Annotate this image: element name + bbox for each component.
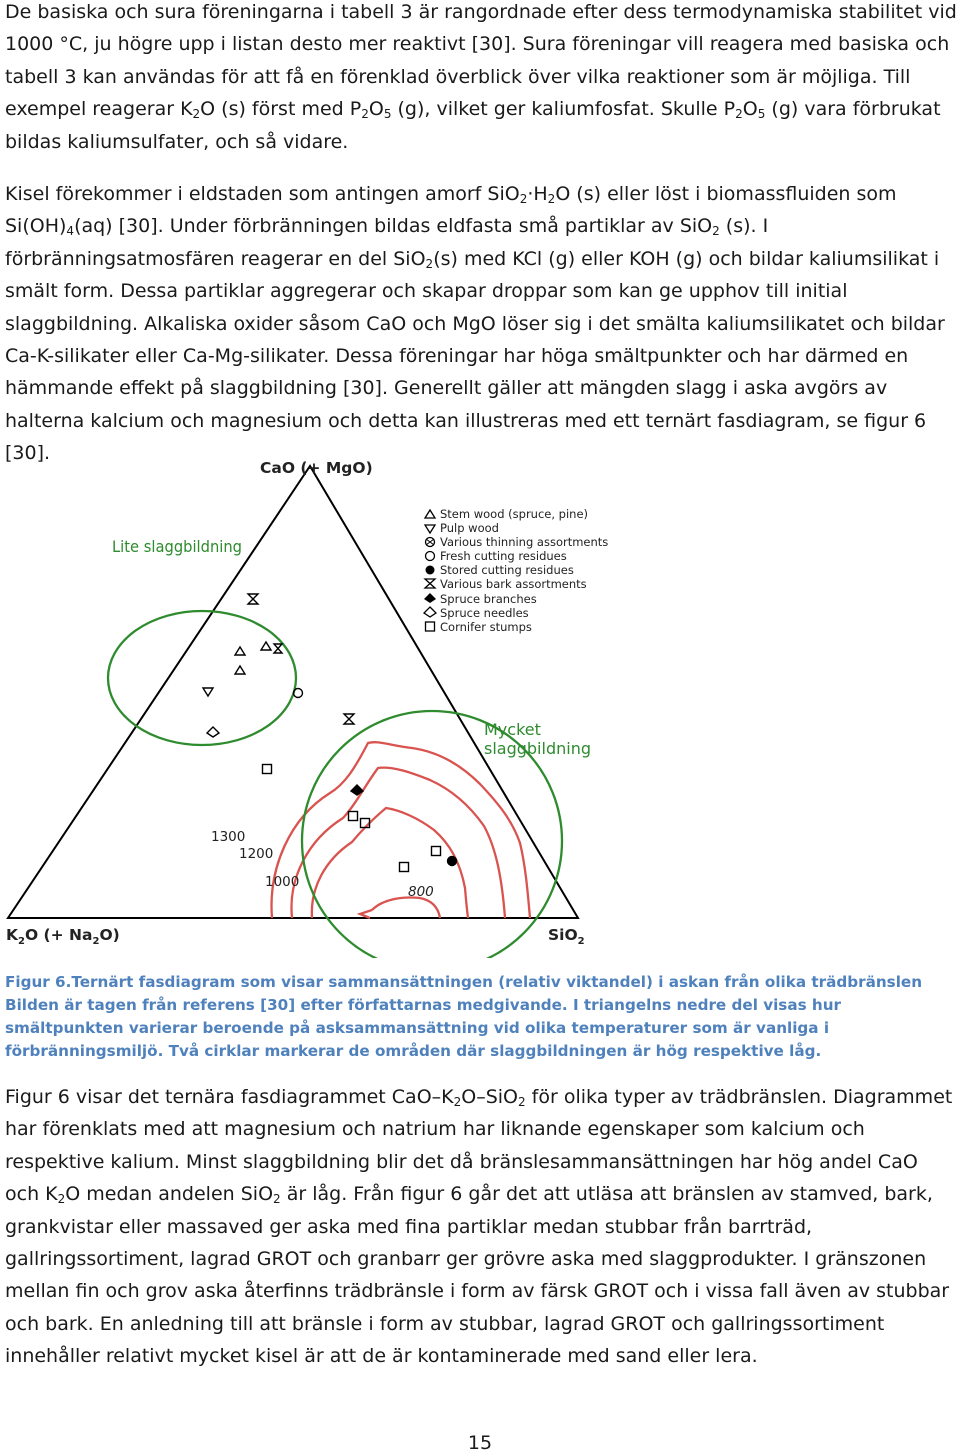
marker-spruce-needles	[207, 727, 219, 737]
paragraph-silicon: Kisel förekommer i eldstaden som antingen amorf $SiO_2\cdot H_2O$ (s) eller löst i biomassfluiden som $Si(OH)_4(aq)$ [30]. Under förbränningen bildas eldfasta små partiklar av SiO$_2$ (s). I förbränningsatmosfären reagerar en del SiO$_2$(s) med KCl (g) eller KOH (g) och bildar kaliumsilikat i smält form. Dessa partiklar aggregerar och skapar droppar som kan ge upphov till initial slaggbildning. Alkaliska oxider såsom CaO och MgO löser sig i det smälta kaliumsilikatet och bildar Ca-K-silikater eller Ca-Mg-silikater. Dessa föreningar har höga smältpunkter och har därmed en hämmande effekt på slaggbildning [30]. Generellt gäller att mängden slagg i aska avgörs av halterna kalcium och magnesium och detta kan illustreras med ett ternärt fasdiagram, se figur 6 [30].	[5, 183, 945, 465]
legend-item-stem-wood	[425, 507, 588, 521]
marker-stored-residues	[448, 857, 457, 866]
isotherm-800-notch	[360, 910, 372, 918]
legend-item-pulp-wood	[425, 521, 499, 535]
marker-thinning	[274, 644, 282, 653]
legend-item-fresh-residues	[426, 549, 567, 563]
paragraph-reactivity: De basiska och sura föreningarna i tabell 3 är rangordnade efter dess termodynamiska stabilitet vid 1000 °C, ju högre upp i listan desto mer reaktivt [30]. Sura föreningar vill reagera med basiska och tabell 3 kan användas för att få en förenklad överblick över vilka reaktioner som är möjliga. Till exempel reagerar $K_2O$ (s) först med $P_2O_5$ (g), vilket ger kaliumfosfat. Skulle $P_2O_5$ (g) vara förbrukat bildas kaliumsulfater, och så vidare.	[5, 1, 957, 153]
caption-text: Ternärt fasdiagram som visar sammansättningen (relativ viktandel) i askan från olika trädbränslen Bilden är tagen från referens [30] efter författarnas medgivande. I triangelns nedre del visas hur smältpunkten varierar beroende på asksammansättning vid olika temperaturer som är vanliga i förbränningsmiljö. Två cirklar markerar de områden där slaggbildningen är hög respektive låg.	[5, 973, 923, 1060]
isotherm-800	[372, 898, 440, 919]
marker-conifer-stump	[263, 765, 272, 774]
svg-text:Pulp wood: Pulp wood	[440, 521, 499, 535]
ternary-phase-diagram	[0, 448, 960, 958]
isotherm-1300	[272, 742, 530, 918]
apex-top-label: CaO (+ MgO)	[260, 459, 373, 477]
legend	[424, 507, 608, 634]
legend-item-conifer-stumps	[426, 620, 532, 634]
legend-item-stored-residues	[426, 563, 574, 577]
apex-left-label: $K_2O$ (+ $Na_2O$)	[6, 926, 120, 947]
circle-low-slagging	[108, 611, 296, 745]
isotherm-label-1200: 1200	[239, 846, 274, 862]
region-high-label-1: Mycket	[484, 720, 541, 739]
marker-stem-wood	[261, 642, 271, 650]
isotherm-label-1300: 1300	[211, 829, 246, 845]
marker-stem-wood	[235, 666, 245, 674]
legend-item-spruce-needles	[424, 606, 529, 620]
svg-text:Stem wood (spruce, pine): Stem wood (spruce, pine)	[440, 507, 589, 521]
svg-text:Various bark assortments: Various bark assortments	[440, 577, 587, 591]
region-high-label-2: slaggbildning	[484, 739, 591, 758]
marker-pulp-wood	[203, 688, 213, 696]
page-number: 15	[467, 1432, 493, 1454]
marker-conifer-stump	[349, 812, 358, 821]
marker-stem-wood	[235, 647, 245, 655]
isotherm-1200	[291, 768, 505, 918]
marker-conifer-stump	[432, 847, 441, 856]
marker-conifer-stump	[400, 863, 409, 872]
svg-text:Fresh cutting residues: Fresh cutting residues	[440, 549, 567, 563]
region-low-label: Lite slaggbildning	[112, 537, 242, 556]
isotherm-label-800: 800	[408, 884, 434, 900]
figure-caption	[5, 971, 957, 1063]
isotherm-lines	[272, 742, 530, 918]
isotherm-label-1000: 1000	[265, 874, 300, 890]
svg-text:Spruce needles: Spruce needles	[440, 606, 529, 620]
svg-text:Various thinning assortments: Various thinning assortments	[440, 535, 609, 549]
marker-bark	[344, 714, 354, 724]
marker-bark	[248, 594, 258, 604]
legend-item-thinning	[426, 535, 609, 549]
marker-fresh-residues	[294, 689, 303, 698]
svg-text:Cornifer stumps: Cornifer stumps	[440, 620, 532, 634]
svg-text:Spruce branches: Spruce branches	[440, 592, 537, 606]
legend-item-spruce-branches	[424, 592, 537, 606]
paragraph-figure-description: Figur 6 visar det ternära fasdiagrammet CaO–$K_2O-SiO_2$ för olika typer av trädbränslen. Diagrammet har förenklats med att magnesium och natrium har liknande egenskaper som kalcium och respektive kalium. Minst slaggbildning blir det då bränslesammansättningen har hög andel CaO och $K_2O$ medan andelen SiO$_2$ är låg. Från figur 6 går det att utläsa att bränslen av stamved, bark, grankvistar eller massaved ger aska med fina partiklar medan stubbar från barrträd, gallringssortiment, lagrad GROT och granbarr ger grövre aska med slaggprodukter. I gränszonen mellan fin och grov aska återfinns trädbränsle i form av färsk GROT och i vissa fall även av stubbar och bark. En anledning till att bränsle i form av stubbar, lagrad GROT och gallringssortiment innehåller relativt mycket kisel är att de är kontaminerade med sand eller lera.	[5, 1086, 953, 1368]
svg-text:Stored cutting residues: Stored cutting residues	[440, 563, 574, 577]
caption-label: Figur 6.	[5, 973, 72, 991]
apex-right-label: SiO$_2$	[548, 926, 585, 947]
legend-item-bark	[425, 577, 587, 591]
